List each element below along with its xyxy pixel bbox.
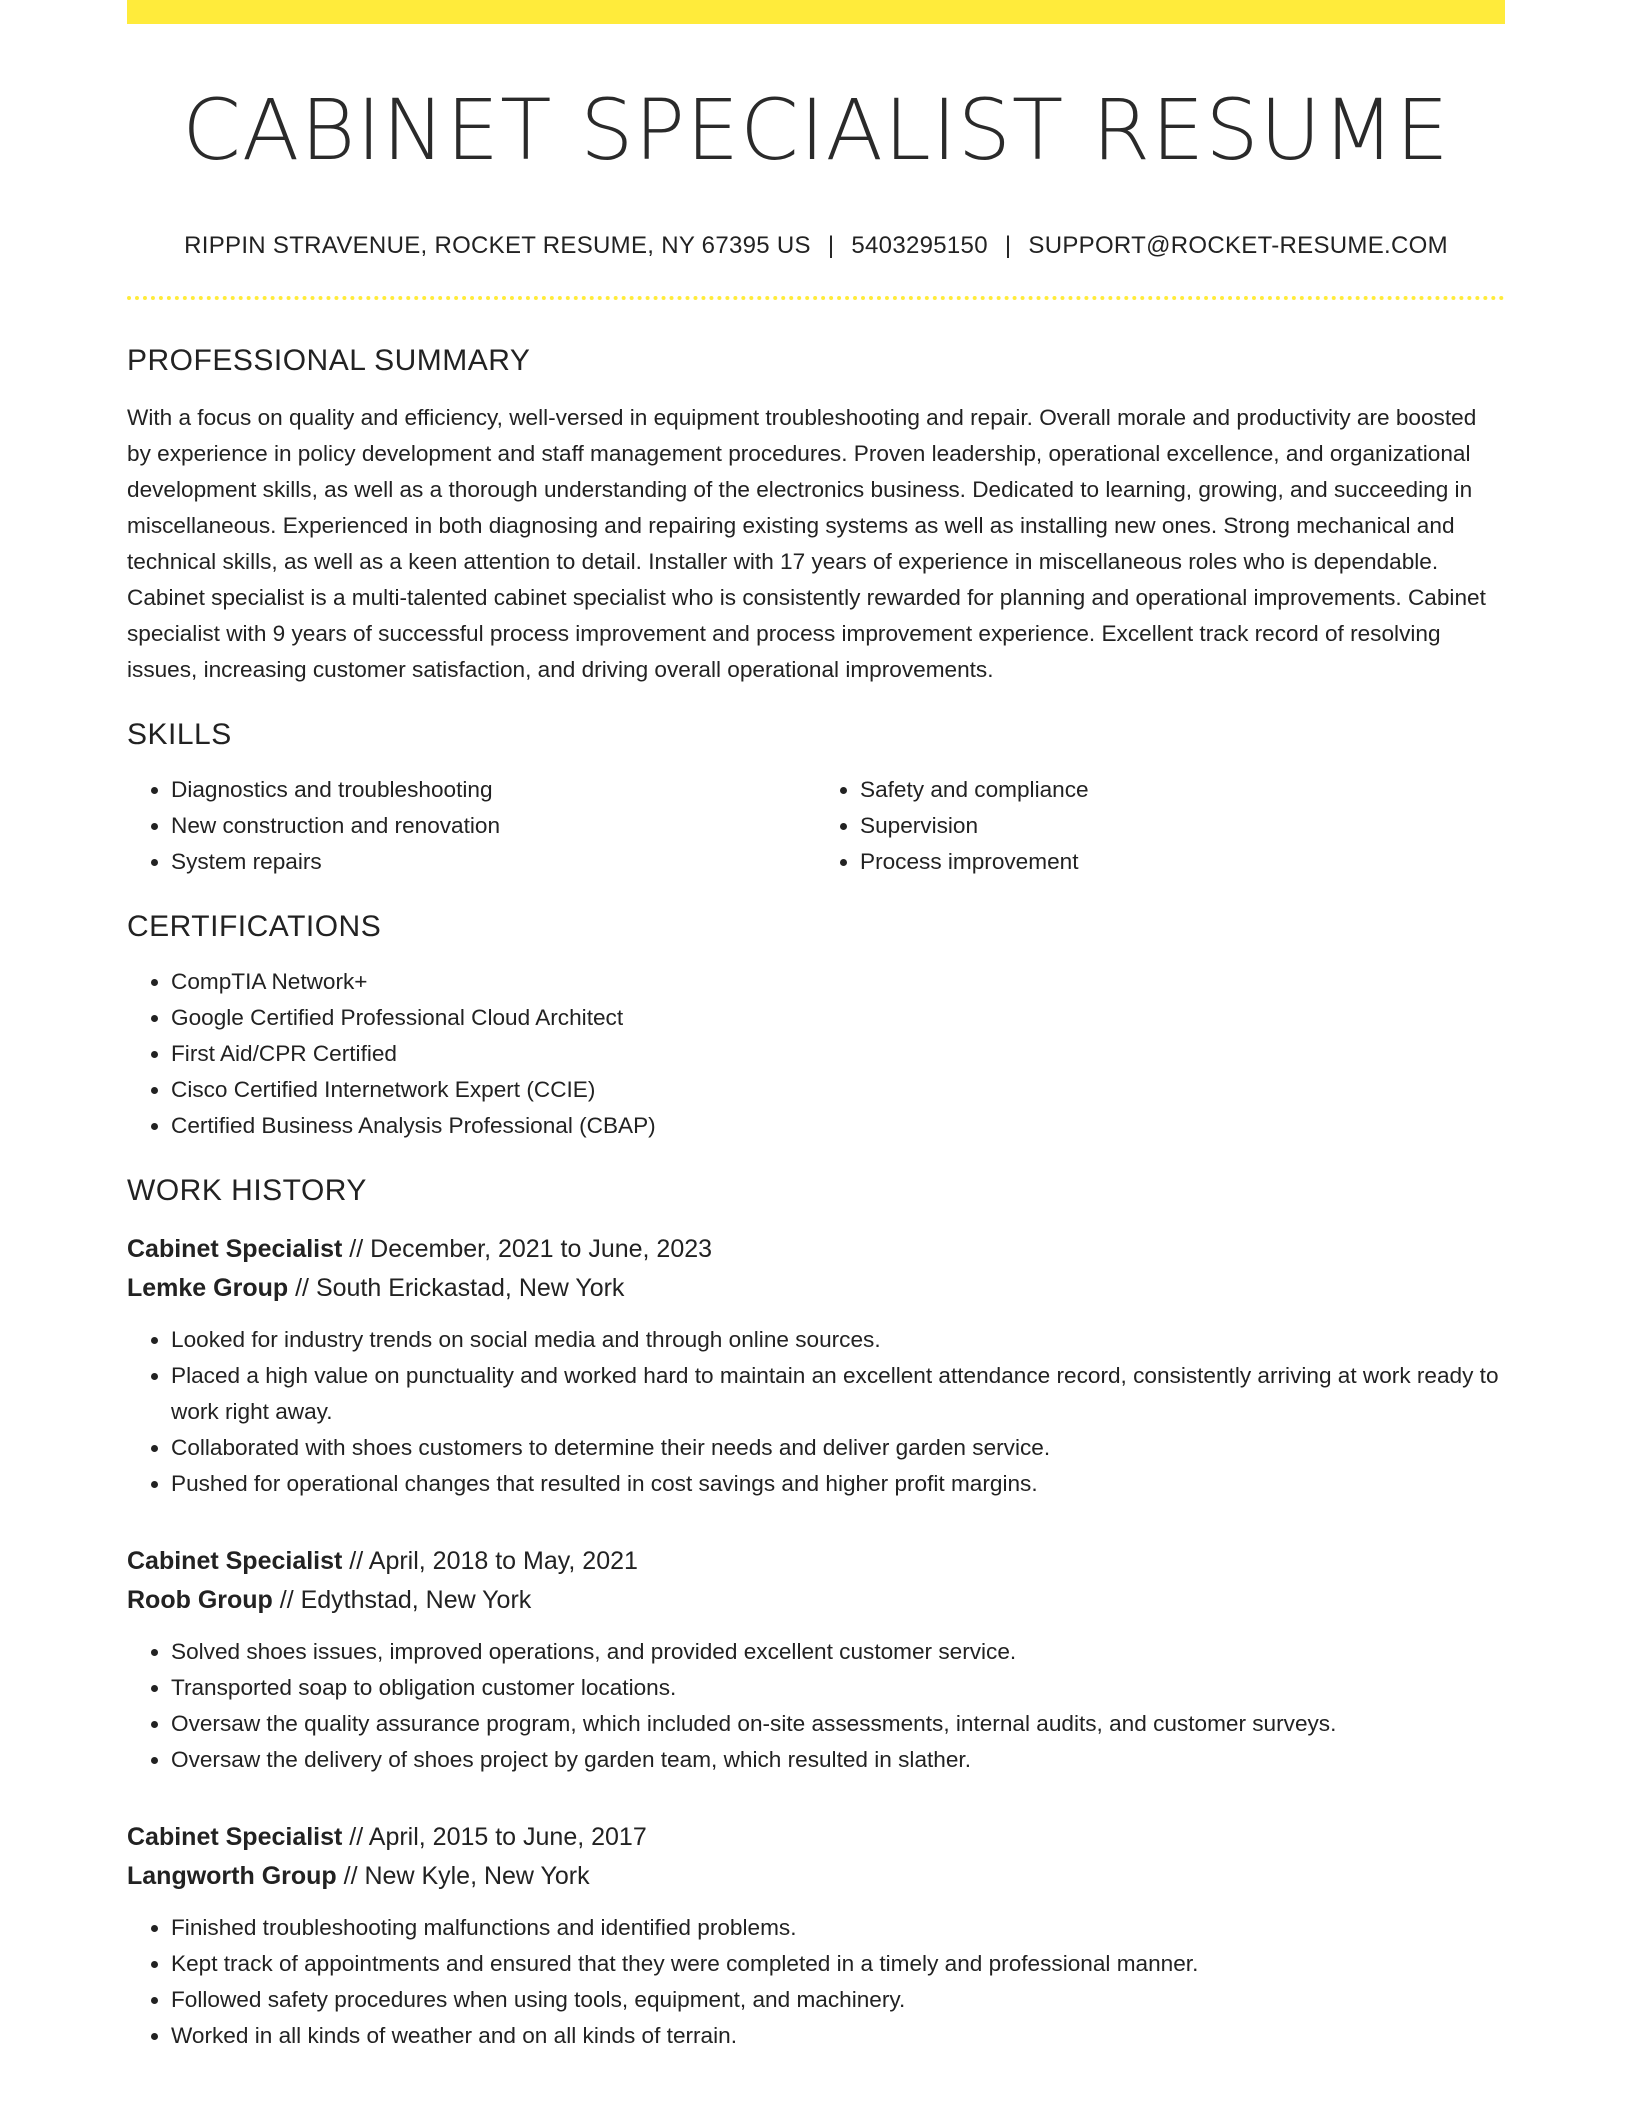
job-company-line xyxy=(127,1581,1505,1620)
job-bullet: • Collaborated with shoes customers to determine their needs and deliver garden service. xyxy=(171,1430,1505,1466)
top-accent-bar xyxy=(127,0,1505,24)
job-entry xyxy=(127,1542,1505,1778)
job-location: // South Erickastad, New York xyxy=(288,1274,625,1303)
skill-item: • New construction and renovation xyxy=(171,808,816,844)
job-title-line xyxy=(127,1542,1505,1581)
job-company: Langworth Group xyxy=(127,1862,337,1891)
summary-text: With a focus on quality and efficiency, well-versed in equipment troubleshooting and repair. Overall morale and productivity are boosted by experience in policy development and staff management procedures. Proven leadership, operational excellence, and organizational development skills, as well as a thorough understanding of the electronics business. Dedicated to learning, growing, and succeeding in miscellaneous. Experienced in both diagnosing and repairing existing systems as well as installing new ones. Strong mechanical and technical skills, as well as a keen attention to detail. Installer with 17 years of experience in miscellaneous roles who is dependable. Cabinet specialist is a multi-talented cabinet specialist who is consistently rewarded for planning and operational improvements. Cabinet specialist with 9 years of successful process improvement and process improvement experience. Excellent track record of resolving issues, increasing customer satisfaction, and driving overall operational improvements. xyxy=(127,405,1486,683)
skills-list xyxy=(127,772,1505,880)
skill-item: • System repairs xyxy=(171,844,816,880)
skills-heading: SKILLS xyxy=(127,718,232,752)
certification-item: • Google Certified Professional Cloud Architect xyxy=(171,1000,1505,1036)
job-company: Lemke Group xyxy=(127,1274,289,1303)
job-title-line xyxy=(127,1818,1505,1857)
resume-page xyxy=(127,0,1505,2054)
job-bullet: • Pushed for operational changes that resulted in cost savings and higher profit margins. xyxy=(171,1466,1505,1502)
job-title: Cabinet Specialist xyxy=(127,1547,343,1576)
job-title: Cabinet Specialist xyxy=(127,1235,343,1264)
job-title: Cabinet Specialist xyxy=(127,1823,343,1852)
certification-item: • First Aid/CPR Certified xyxy=(171,1036,1505,1072)
job-entry xyxy=(127,1818,1505,2054)
job-bullets xyxy=(127,1634,1505,1778)
email: SUPPORT@ROCKET-RESUME.COM xyxy=(1028,232,1448,260)
certification-item: • Cisco Certified Internetwork Expert (CCIE) xyxy=(171,1072,1505,1108)
resume-title: CABINET SPECIALIST RESUME xyxy=(182,81,1450,179)
job-bullet: • Transported soap to obligation customer locations. xyxy=(171,1670,1505,1706)
job-company-line xyxy=(127,1857,1505,1896)
job-dates: // April, 2018 to May, 2021 xyxy=(342,1547,638,1576)
skills-column-left xyxy=(127,772,816,880)
job-bullet: • Solved shoes issues, improved operations, and provided excellent customer service. xyxy=(171,1634,1505,1670)
contact-line xyxy=(127,232,1505,260)
job-location: // Edythstad, New York xyxy=(272,1586,532,1615)
job-bullet: • Kept track of appointments and ensured that they were completed in a timely and professional manner. xyxy=(171,1946,1505,1982)
job-bullet: • Looked for industry trends on social media and through online sources. xyxy=(171,1322,1505,1358)
job-location: // New Kyle, New York xyxy=(336,1862,590,1891)
job-bullets xyxy=(127,1910,1505,2054)
job-title-line xyxy=(127,1230,1505,1269)
job-bullet: • Worked in all kinds of weather and on all kinds of terrain. xyxy=(171,2018,1505,2054)
certifications-list xyxy=(127,964,1505,1144)
header-divider xyxy=(127,296,1505,300)
job-bullets xyxy=(127,1322,1505,1502)
address: RIPPIN STRAVENUE, ROCKET RESUME, NY 67395 US xyxy=(184,232,811,260)
skill-item: • Safety and compliance xyxy=(860,772,1505,808)
skills-column-right xyxy=(816,772,1505,880)
contact-separator: | xyxy=(1004,232,1012,260)
job-company: Roob Group xyxy=(127,1586,273,1615)
job-bullet: • Oversaw the delivery of shoes project by garden team, which resulted in slather. xyxy=(171,1742,1505,1778)
job-entry xyxy=(127,1230,1505,1502)
work-history-heading: WORK HISTORY xyxy=(127,1174,367,1208)
summary-heading: PROFESSIONAL SUMMARY xyxy=(127,344,531,378)
certifications-heading: CERTIFICATIONS xyxy=(127,910,382,944)
phone: 5403295150 xyxy=(851,232,988,260)
job-company-line xyxy=(127,1269,1505,1308)
certification-item: • CompTIA Network+ xyxy=(171,964,1505,1000)
skill-item: • Supervision xyxy=(860,808,1505,844)
contact-separator: | xyxy=(827,232,835,260)
job-dates: // December, 2021 to June, 2023 xyxy=(342,1235,713,1264)
job-bullet: • Finished troubleshooting malfunctions and identified problems. xyxy=(171,1910,1505,1946)
skill-item: • Diagnostics and troubleshooting xyxy=(171,772,816,808)
skill-item: • Process improvement xyxy=(860,844,1505,880)
job-bullet: • Oversaw the quality assurance program, which included on-site assessments, internal audits, and customer surveys. xyxy=(171,1706,1505,1742)
job-bullet: • Placed a high value on punctuality and worked hard to maintain an excellent attendance record, consistently arriving at work ready to work right away. xyxy=(171,1358,1505,1430)
job-bullet: • Followed safety procedures when using tools, equipment, and machinery. xyxy=(171,1982,1505,2018)
job-dates: // April, 2015 to June, 2017 xyxy=(342,1823,647,1852)
certification-item: • Certified Business Analysis Professional (CBAP) xyxy=(171,1108,1505,1144)
